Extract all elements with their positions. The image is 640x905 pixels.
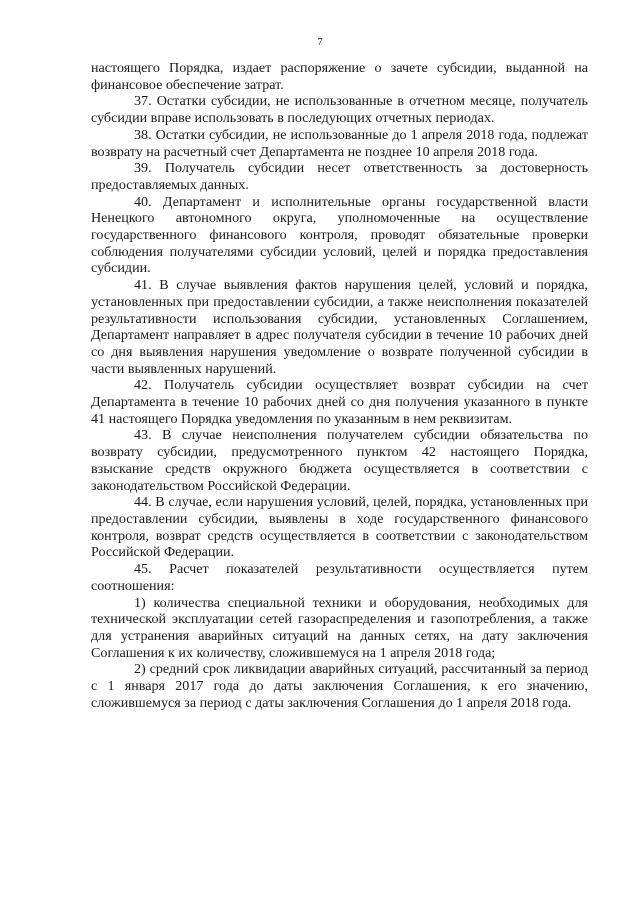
paragraph-item-43: 43. В случае неисполнения получателем субсидии обязательства по возврату субсидии, предусмотренного пунктом 42 настоящего Порядка, взыскание средств окружного бюджета осуществляется в соответствии с законодательством Российской Федерации. xyxy=(91,427,588,494)
page-number: 7 xyxy=(317,36,323,48)
paragraph-item-38: 38. Остатки субсидии, не использованные до 1 апреля 2018 года, подлежат возврату на расчетный счет Департамента не позднее 10 апреля 2018 года. xyxy=(91,126,588,160)
paragraph-continuation: настоящего Порядка, издает распоряжение о зачете субсидии, выданной на финансовое обеспечение затрат. xyxy=(91,60,588,93)
paragraph-item-42: 42. Получатель субсидии осуществляет возврат субсидии на счет Департамента в течение 10 рабочих дней со дня получения указанного в пункте 41 настоящего Порядка уведомления по указанным в нем реквизитам. xyxy=(91,377,588,427)
document-body xyxy=(91,60,588,711)
paragraph-item-37: 37. Остатки субсидии, не использованные в отчетном месяце, получатель субсидии вправе использовать в последующих отчетных периодах. xyxy=(91,93,588,127)
paragraph-subitem-1: 1) количества специальной техники и оборудования, необходимых для технической эксплуатации сетей газораспределения и газопотребления, а также для устранения аварийных ситуаций на данных сетях, на дату заключения Соглашения к их количеству, сложившемуся на 1 апреля 2018 года; xyxy=(91,594,588,661)
paragraph-item-45: 45. Расчет показателей результативности осуществляется путем соотношения: xyxy=(91,561,588,594)
paragraph-item-39: 39. Получатель субсидии несет ответственность за достоверность предоставляемых данных. xyxy=(91,160,588,193)
paragraph-subitem-2: 2) средний срок ликвидации аварийных ситуаций, рассчитанный за период с 1 января 2017 года до даты заключения Соглашения, к его значению, сложившемуся за период с даты заключения Соглашения до 1 апреля 2018 года. xyxy=(91,661,588,711)
paragraph-item-41: 41. В случае выявления фактов нарушения целей, условий и порядка, установленных при предоставлении субсидии, а также неисполнения показателей результативности использования субсидии, установленных Соглашением, Департамент направляет в адрес получателя субсидии в течение 10 рабочих дней со дня выявления нарушения уведомление о возврате полученной субсидии в части выявленных нарушений. xyxy=(91,277,588,377)
paragraph-item-44: 44. В случае, если нарушения условий, целей, порядка, установленных при предоставлении субсидии, выявлены в ходе государственного финансового контроля, возврат средств осуществляется в соответствии с законодательством Российской Федерации. xyxy=(91,494,588,561)
paragraph-item-40: 40. Департамент и исполнительные органы государственной власти Ненецкого автономного округа, уполномоченные на осуществление государственного финансового контроля, проводят обязательные проверки соблюдения получателями субсидии условий, целей и порядка предоставления субсидии. xyxy=(91,193,588,277)
